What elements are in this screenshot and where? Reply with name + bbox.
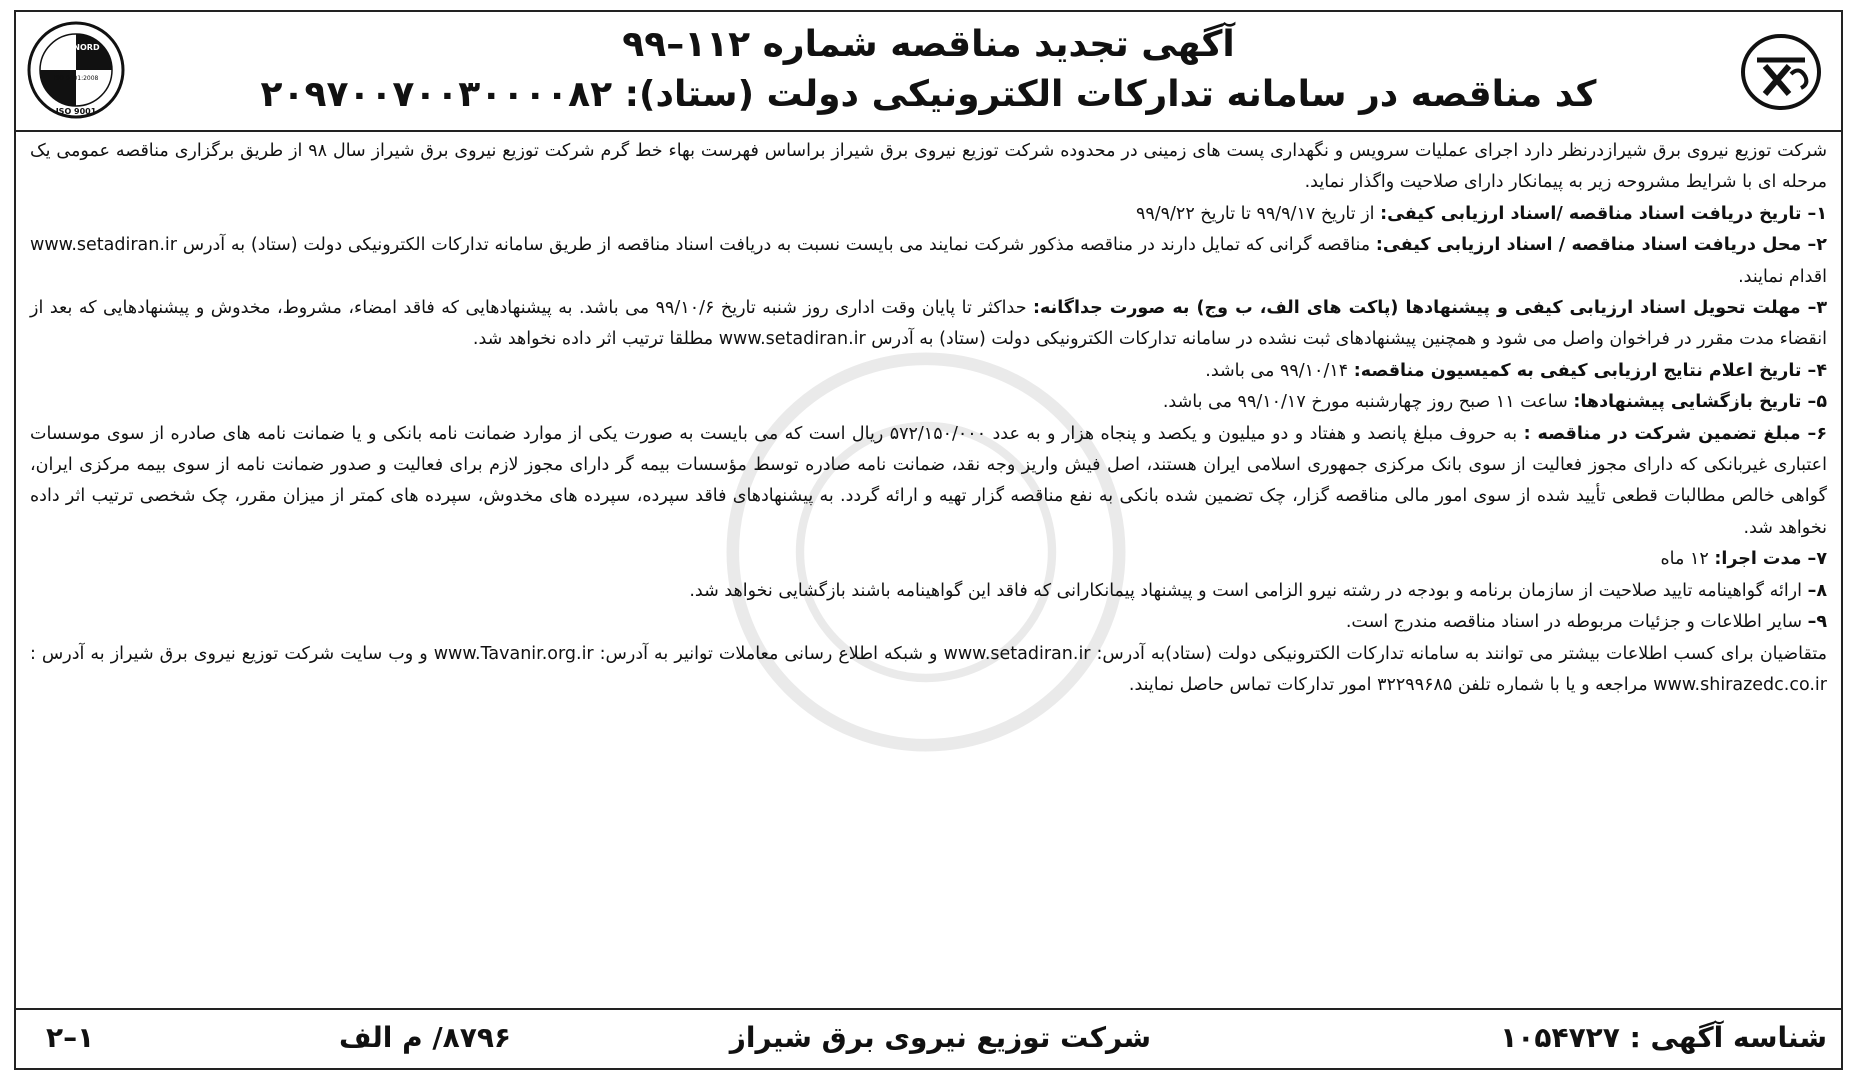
item-text: از تاریخ ۹۹/۹/۱۷ تا تاریخ ۹۹/۹/۲۲ (1135, 203, 1381, 224)
list-item (30, 387, 1827, 418)
ad-code: ۸۷۹۶/ م الف (338, 1021, 511, 1054)
item-text: سایر اطلاعات و جزئیات مربوطه در اسناد مناقصه مندرج است. (1345, 612, 1808, 633)
item-label: ۶– مبلغ تضمین شرکت در مناقصه : (1523, 423, 1827, 444)
item-text: ۱۲ ماه (1660, 549, 1715, 570)
tender-notice (14, 10, 1843, 1070)
ad-id: شناسه آگهی : ۱۰۵۴۷۲۷ (1500, 1021, 1827, 1054)
tavanir-logo-icon (1739, 30, 1823, 114)
item-text: ارائه گواهینامه تایید صلاحیت از سازمان برنامه و بودجه در رشته نیرو الزامی است و پیشنهاد پیمانکارانی که فاقد این گواهینامه باشند بازگشایی نخواهد شد. (689, 580, 1808, 601)
list-item (30, 544, 1827, 575)
title-line-1: آگهی تجدید مناقصه شماره ۱۱۲–۹۹ (622, 24, 1235, 65)
item-label: ۸– (1807, 580, 1827, 601)
item-label: ۵– تاریخ بازگشایی پیشنهادها: (1573, 392, 1827, 413)
notice-header (16, 12, 1841, 132)
item-text: حداکثر تا پایان وقت اداری روز شنبه تاریخ ۹۹/۱۰/۶ می باشد. به پیشنهادهایی که فاقد امضاء، مشروط، مخدوش و پیشنهادهایی که بعد از انقضاء مدت مقرر در فراخوان واصل می شود و همچنین پیشنهادهای ثبت نشده در سامانه تدارکات الکترونیکی دولت (ستاد) به آدرس www.setadiran.ir مطلقا ترتیب اثر داده نخواهد شد. (30, 298, 1827, 350)
list-item (30, 199, 1827, 230)
list-item (30, 356, 1827, 387)
notice-body (30, 136, 1827, 701)
company-name: شرکت توزیع نیروی برق شیراز (729, 1021, 1151, 1054)
item-text: ساعت ۱۱ صبح روز چهارشنبه مورخ ۹۹/۱۰/۱۷ می باشد. (1162, 392, 1574, 413)
closing-paragraph: متقاضیان برای کسب اطلاعات بیشتر می توانند به سامانه تدارکات الکترونیکی دولت (ستاد)به آدرس: www.setadiran.ir و شبکه اطلاع رسانی معاملات توانیر به آدرس: www.Tavanir.org.ir و وب سایت شرکت توزیع نیروی برق شیراز به آدرس : www.shirazedc.co.ir مراجعه و یا با شماره تلفن ۳۲۲۹۹۶۸۵ امور تدارکات تماس حاصل نمایند. (30, 643, 1827, 695)
item-label: ۲– محل دریافت اسناد مناقصه / اسناد ارزیابی کیفی: (1375, 235, 1827, 256)
item-label: ۹– (1807, 612, 1827, 633)
title-line-2: کد مناقصه در سامانه تدارکات الکترونیکی دولت (ستاد): ۲۰۹۷۰۰۷۰۰۳۰۰۰۰۸۲ (260, 74, 1597, 115)
intro-paragraph: شرکت توزیع نیروی برق شیرازدرنظر دارد اجرای عملیات سرویس و نگهداری پست های زمینی در محدوده شرکت توزیع نیروی برق شیراز براساس فهرست بهاء خط گرم شرکت توزیع نیروی برق شیراز سال ۹۸ از طریق برگزاری مناقصه عمومی یک مرحله ای با شرایط مشروحه زیر به پیمانکار دارای صلاحیت واگذار نماید. (30, 141, 1827, 193)
notice-title (166, 20, 1691, 120)
list-item (30, 419, 1827, 545)
list-item (30, 607, 1827, 638)
page-number: ۱–۲ (46, 1021, 95, 1054)
item-text: به حروف مبلغ پانصد و هفتاد و دو میلیون و یکصد و پنجاه هزار و به عدد ۵۷۲/۱۵۰/۰۰۰ ریال است که می بایست به صورت یکی از موارد ضمانت نامه بانکی و یا ضمانت نامه های صادره از سوی موسسات اعتباری غیربانکی که دارای مجوز فعالیت از سوی بانک مرکزی جمهوری اسلامی ایران هستند، اصل فیش واریز وجه نقد، ضمانت نامه صادره توسط مؤسسات بیمه گر دارای مجوز لازم برای فعالیت و صدور ضمانت نامه از سوی بیمه مرکزی ایران، گواهی خالص مطالبات قطعی تأیید شده از سوی امور مالی مناقصه گزار، چک تضمین شده بانکی به نفع مناقصه گزار تهیه و ارائه گردد. به پیشنهادهای فاقد سپرده، سپرده های مخدوش، سپرده های کمتر از میزان مقرر، چک شخصی ترتیب اثر داده نخواهد شد. (30, 423, 1827, 538)
item-label: ۳– مهلت تحویل اسناد ارزیابی کیفی و پیشنهادها (پاکت های الف، ب وج) به صورت جداگانه: (1033, 298, 1828, 319)
svg-text:TÜV NORD: TÜV NORD (52, 43, 100, 52)
item-text: ۹۹/۱۰/۱۴ می باشد. (1205, 360, 1354, 381)
item-label: ۱– تاریخ دریافت اسناد مناقصه /اسناد ارزیابی کیفی: (1380, 203, 1827, 224)
tuv-nord-iso-9001-seal (26, 20, 126, 120)
item-label: ۴– تاریخ اعلام نتایج ارزیابی کیفی به کمیسیون مناقصه: (1353, 360, 1827, 381)
list-item (30, 576, 1827, 607)
svg-text:ISO 9001:2008: ISO 9001:2008 (53, 75, 99, 82)
item-text: مناقصه گرانی که تمایل دارند در مناقصه مذکور شرکت نمایند می بایست نسبت به دریافت اسناد مناقصه از طریق سامانه تدارکات الکترونیکی دولت (ستاد) به آدرس www.setadiran.ir اقدام نمایند. (30, 235, 1827, 287)
notice-footer (16, 1008, 1841, 1068)
item-label: ۷– مدت اجرا: (1714, 549, 1827, 570)
list-item (30, 293, 1827, 356)
list-item (30, 230, 1827, 293)
svg-text:ISO 9001: ISO 9001 (55, 107, 97, 116)
